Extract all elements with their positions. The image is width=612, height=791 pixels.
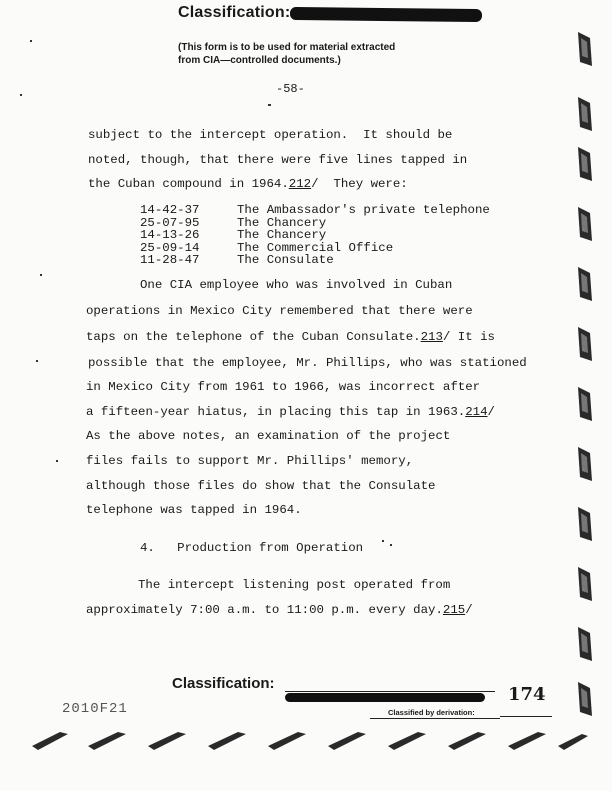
scan-speck	[56, 460, 58, 462]
line-description: The Ambassador's private telephone	[237, 203, 490, 217]
body-text-segment: / They were:	[311, 177, 408, 191]
form-usage-note	[178, 41, 395, 67]
line-number: 25-07-95	[140, 215, 200, 230]
scan-speck	[268, 104, 271, 106]
scan-edge-mark-icon	[572, 325, 594, 365]
body-text-line: One CIA employee who was involved in Cuban	[140, 278, 453, 292]
body-text-segment: a fifteen-year hiatus, in placing this tap in 1963.	[86, 405, 466, 419]
scan-edge-mark-icon	[572, 505, 594, 545]
redaction-bar-top	[290, 7, 482, 22]
body-text-line	[88, 177, 408, 191]
scan-speck	[20, 94, 22, 96]
body-text-segment: taps on the telephone of the Cuban Consulate.	[86, 330, 421, 344]
scan-edge-mark-icon	[572, 30, 594, 70]
footnote-215: 215	[442, 603, 466, 617]
classification-header: Classification:	[178, 4, 291, 21]
section-heading: 4. Production from Operation	[140, 541, 364, 555]
scan-speck	[390, 544, 392, 546]
body-text-line	[86, 330, 495, 344]
body-text-line: telephone was tapped in 1964.	[86, 503, 302, 517]
body-text-line: although those files do show that the Consulate	[86, 479, 436, 493]
body-text-line: subject to the intercept operation. It should be	[88, 128, 453, 142]
scan-speck	[30, 40, 32, 42]
body-text-line: The intercept listening post operated from	[138, 578, 451, 592]
body-text-line: noted, though, that there were five lines tapped in	[88, 153, 468, 167]
body-text-line	[86, 405, 495, 419]
scan-speck	[40, 274, 42, 276]
line-number: 11-28-47	[140, 253, 200, 268]
scan-edge-mark-icon	[572, 680, 594, 720]
body-text-segment: / It is	[442, 330, 495, 344]
scan-edge-mark-icon	[572, 95, 594, 135]
scan-edge-mark-icon	[572, 565, 594, 605]
body-text-segment: approximately 7:00 a.m. to 11:00 p.m. every day.	[86, 603, 443, 617]
list-item	[140, 254, 490, 267]
footnote-212: 212	[288, 177, 312, 191]
line-number: 25-09-14	[140, 240, 200, 255]
form-note-line-1: (This form is to be used for material extracted	[178, 42, 396, 53]
scan-bottom-marks-icon	[30, 724, 590, 752]
body-text-line: files fails to support Mr. Phillips' memory,	[86, 454, 414, 468]
page-number: -58-	[276, 82, 305, 96]
body-text-segment: the Cuban compound in 1964.	[88, 177, 289, 191]
line-description: The Commercial Office	[237, 240, 394, 255]
line-description: The Chancery	[237, 215, 327, 230]
line-description: The Chancery	[237, 228, 327, 243]
scan-edge-mark-icon	[572, 445, 594, 485]
body-text-segment: /	[465, 603, 473, 617]
line-number: 14-13-26	[140, 228, 200, 243]
scan-edge-mark-icon	[572, 625, 594, 665]
scan-edge-mark-icon	[572, 385, 594, 425]
form-note-line-2: from CIA—controlled documents.)	[178, 55, 341, 66]
footnote-214: 214	[465, 405, 488, 419]
derivation-underline	[370, 718, 500, 719]
derivation-label: Classified by derivation:	[388, 708, 475, 717]
body-text-segment: /	[487, 405, 495, 419]
scan-edge-mark-icon	[572, 265, 594, 305]
footnote-213: 213	[420, 330, 443, 344]
scan-speck	[382, 540, 384, 542]
classification-underline	[285, 691, 495, 692]
stamp-underline	[500, 716, 552, 717]
body-text-line: operations in Mexico City remembered that there were	[86, 304, 473, 318]
line-number: 14-42-37	[140, 203, 200, 217]
body-text-line: possible that the employee, Mr. Phillips, who was stationed	[88, 356, 527, 370]
scan-speck	[36, 360, 38, 362]
faded-document-id: 2010F21	[62, 701, 128, 717]
stamp-number: 174	[508, 684, 546, 705]
tapped-lines-list	[140, 204, 490, 267]
scan-edge-mark-icon	[572, 205, 594, 245]
redaction-bar-bottom	[285, 693, 485, 702]
body-text-line: in Mexico City from 1961 to 1966, was incorrect after	[86, 380, 481, 394]
classification-footer: Classification:	[172, 675, 275, 692]
scan-edge-mark-icon	[572, 145, 594, 185]
line-description: The Consulate	[237, 253, 334, 268]
body-text-line	[86, 603, 473, 617]
body-text-line: As the above notes, an examination of the project	[86, 429, 451, 443]
